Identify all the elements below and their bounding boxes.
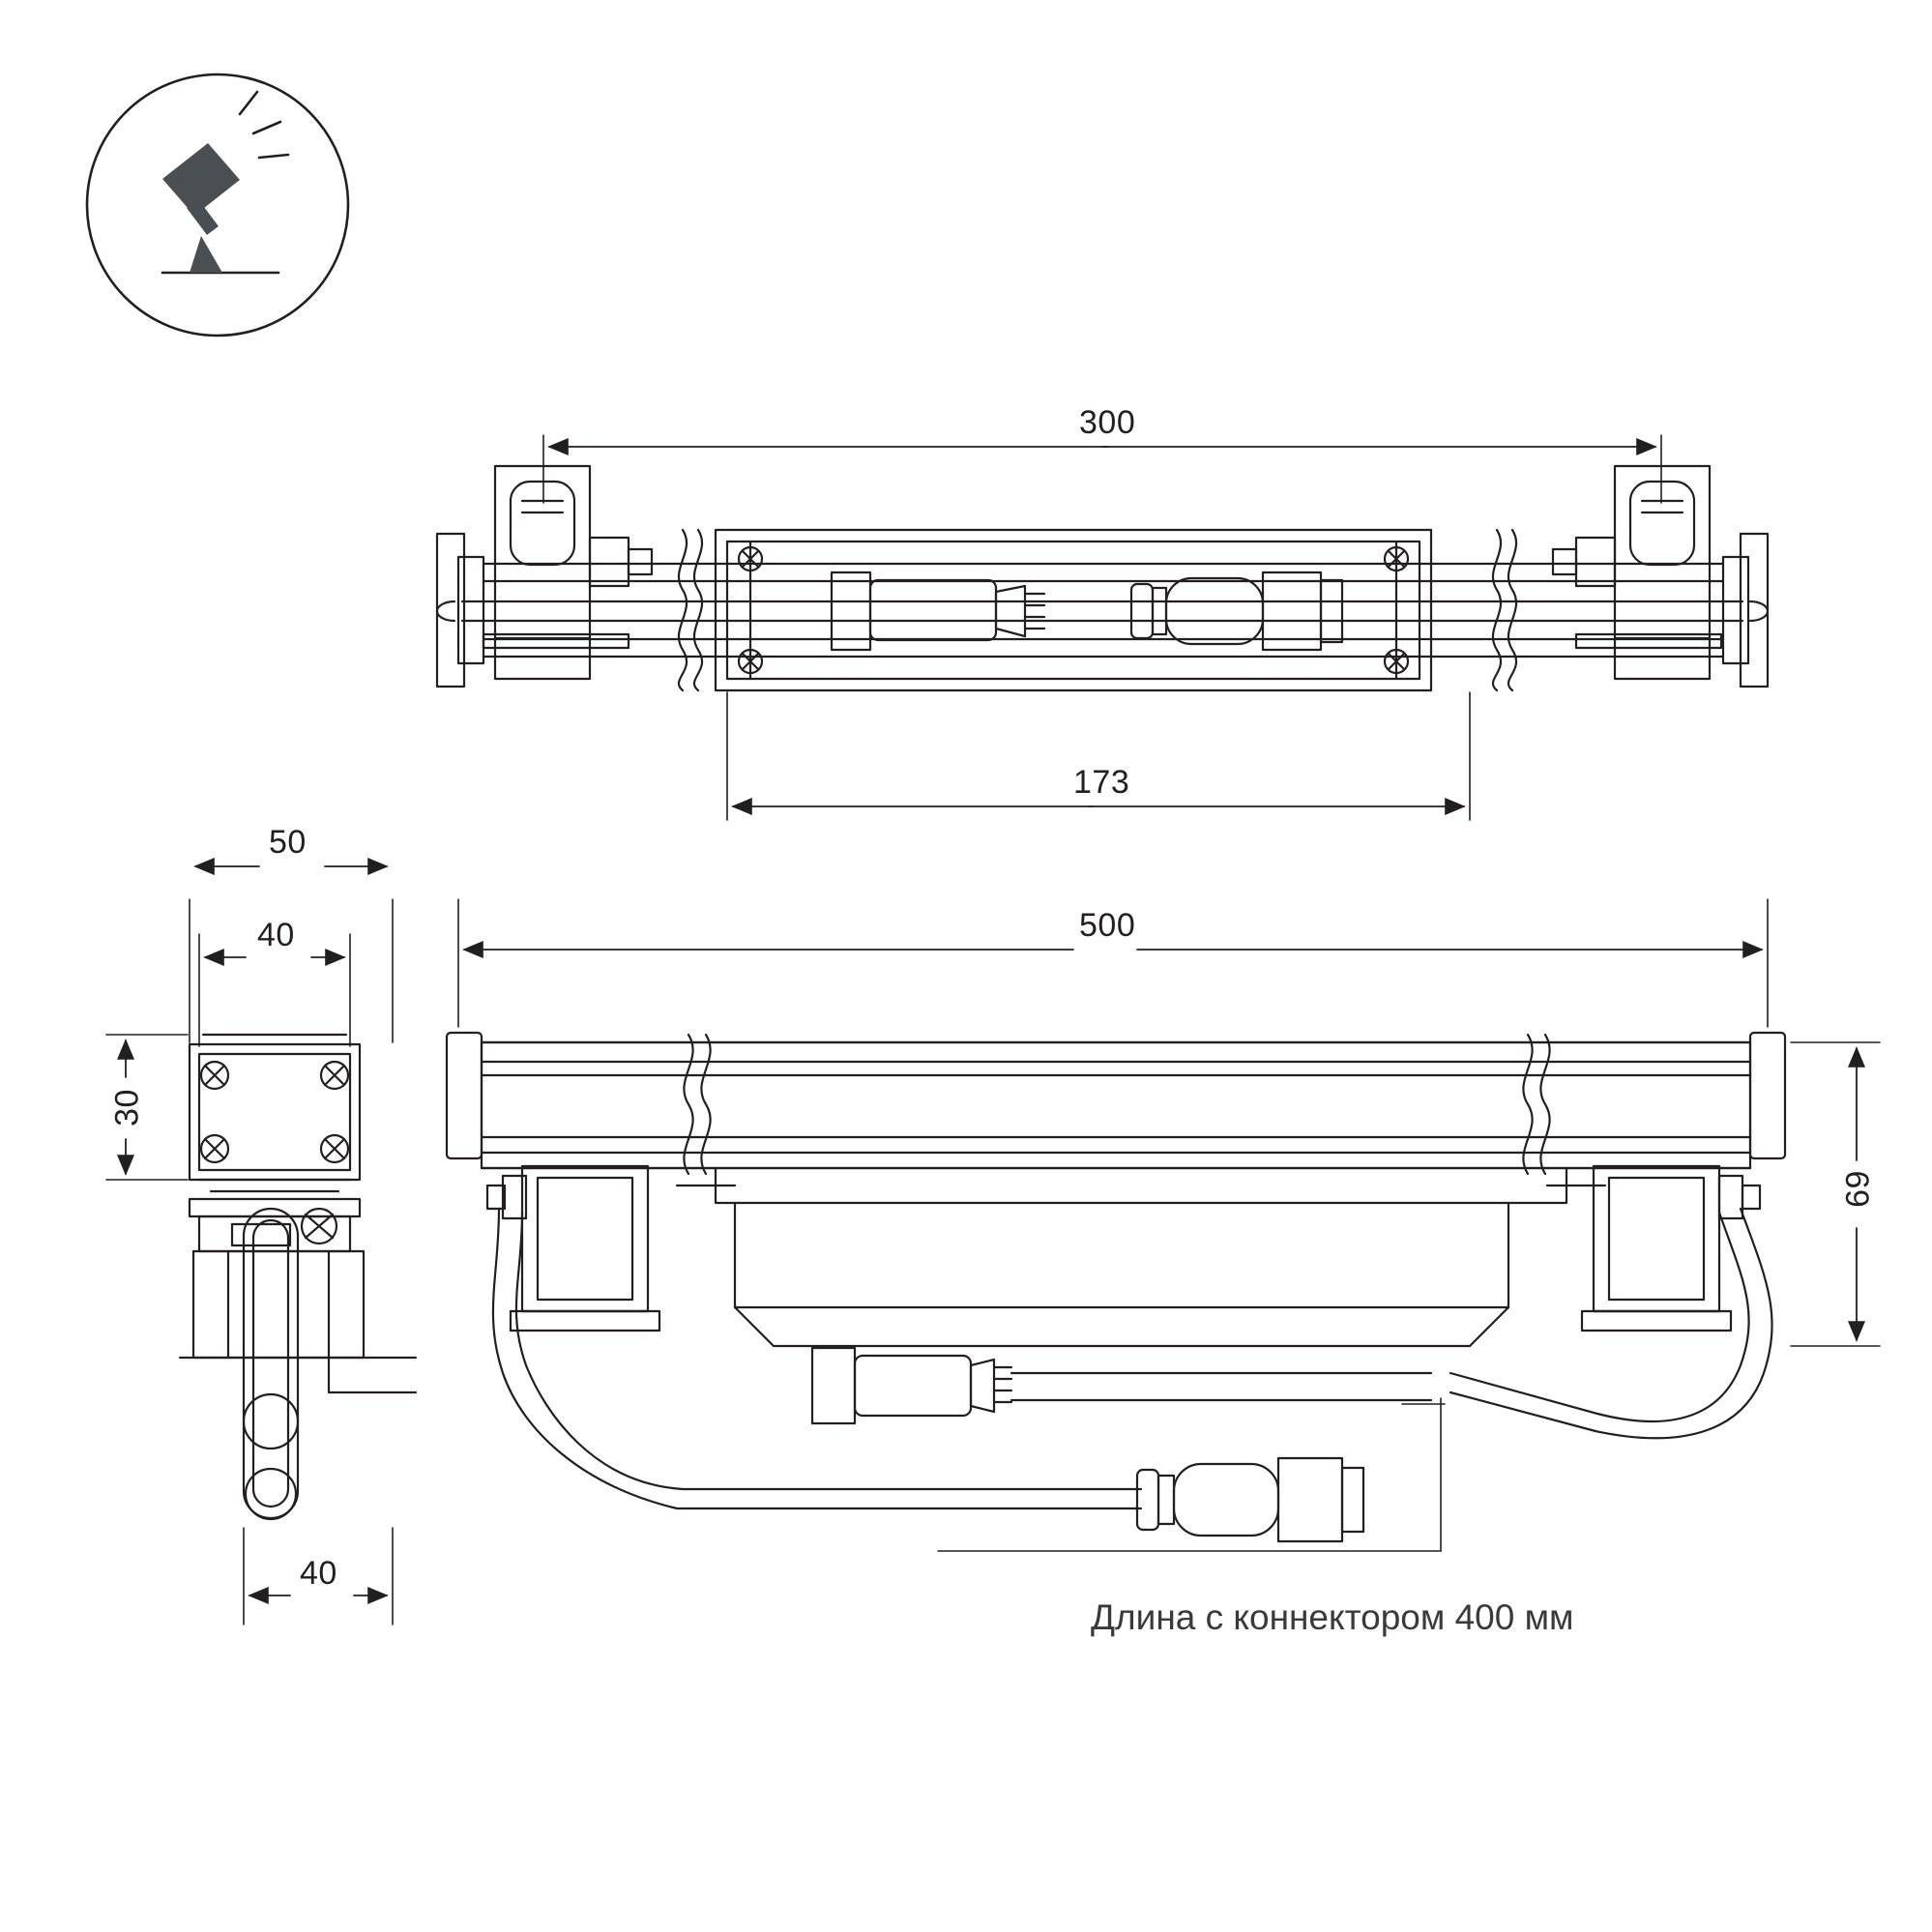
bracket-right: [1553, 466, 1721, 679]
dim-label-300: 300: [1079, 404, 1136, 441]
side-view-assembly: [180, 1035, 416, 1519]
dim-50: [190, 866, 393, 1042]
top-view-assembly: [437, 466, 1768, 690]
front-connector-upper: [812, 1348, 1431, 1423]
cable-length-note: Длина с коннектором 400 мм: [1091, 1597, 1574, 1637]
dim-label-173: 173: [1073, 764, 1130, 801]
dim-label-69: 69: [1839, 1170, 1877, 1208]
front-connector-lower: [1137, 1458, 1363, 1541]
dim-label-40-top: 40: [257, 917, 295, 953]
front-bracket-left: [487, 1166, 659, 1331]
bracket-left: [483, 466, 652, 679]
dim-300: [543, 435, 1661, 503]
front-view-assembly: [447, 1033, 1785, 1551]
dim-label-40-bottom: 40: [300, 1555, 337, 1592]
dim-label-30: 30: [108, 1089, 146, 1127]
dim-label-50: 50: [269, 824, 307, 861]
dim-label-500: 500: [1079, 907, 1136, 944]
product-type-icon: [87, 74, 348, 336]
